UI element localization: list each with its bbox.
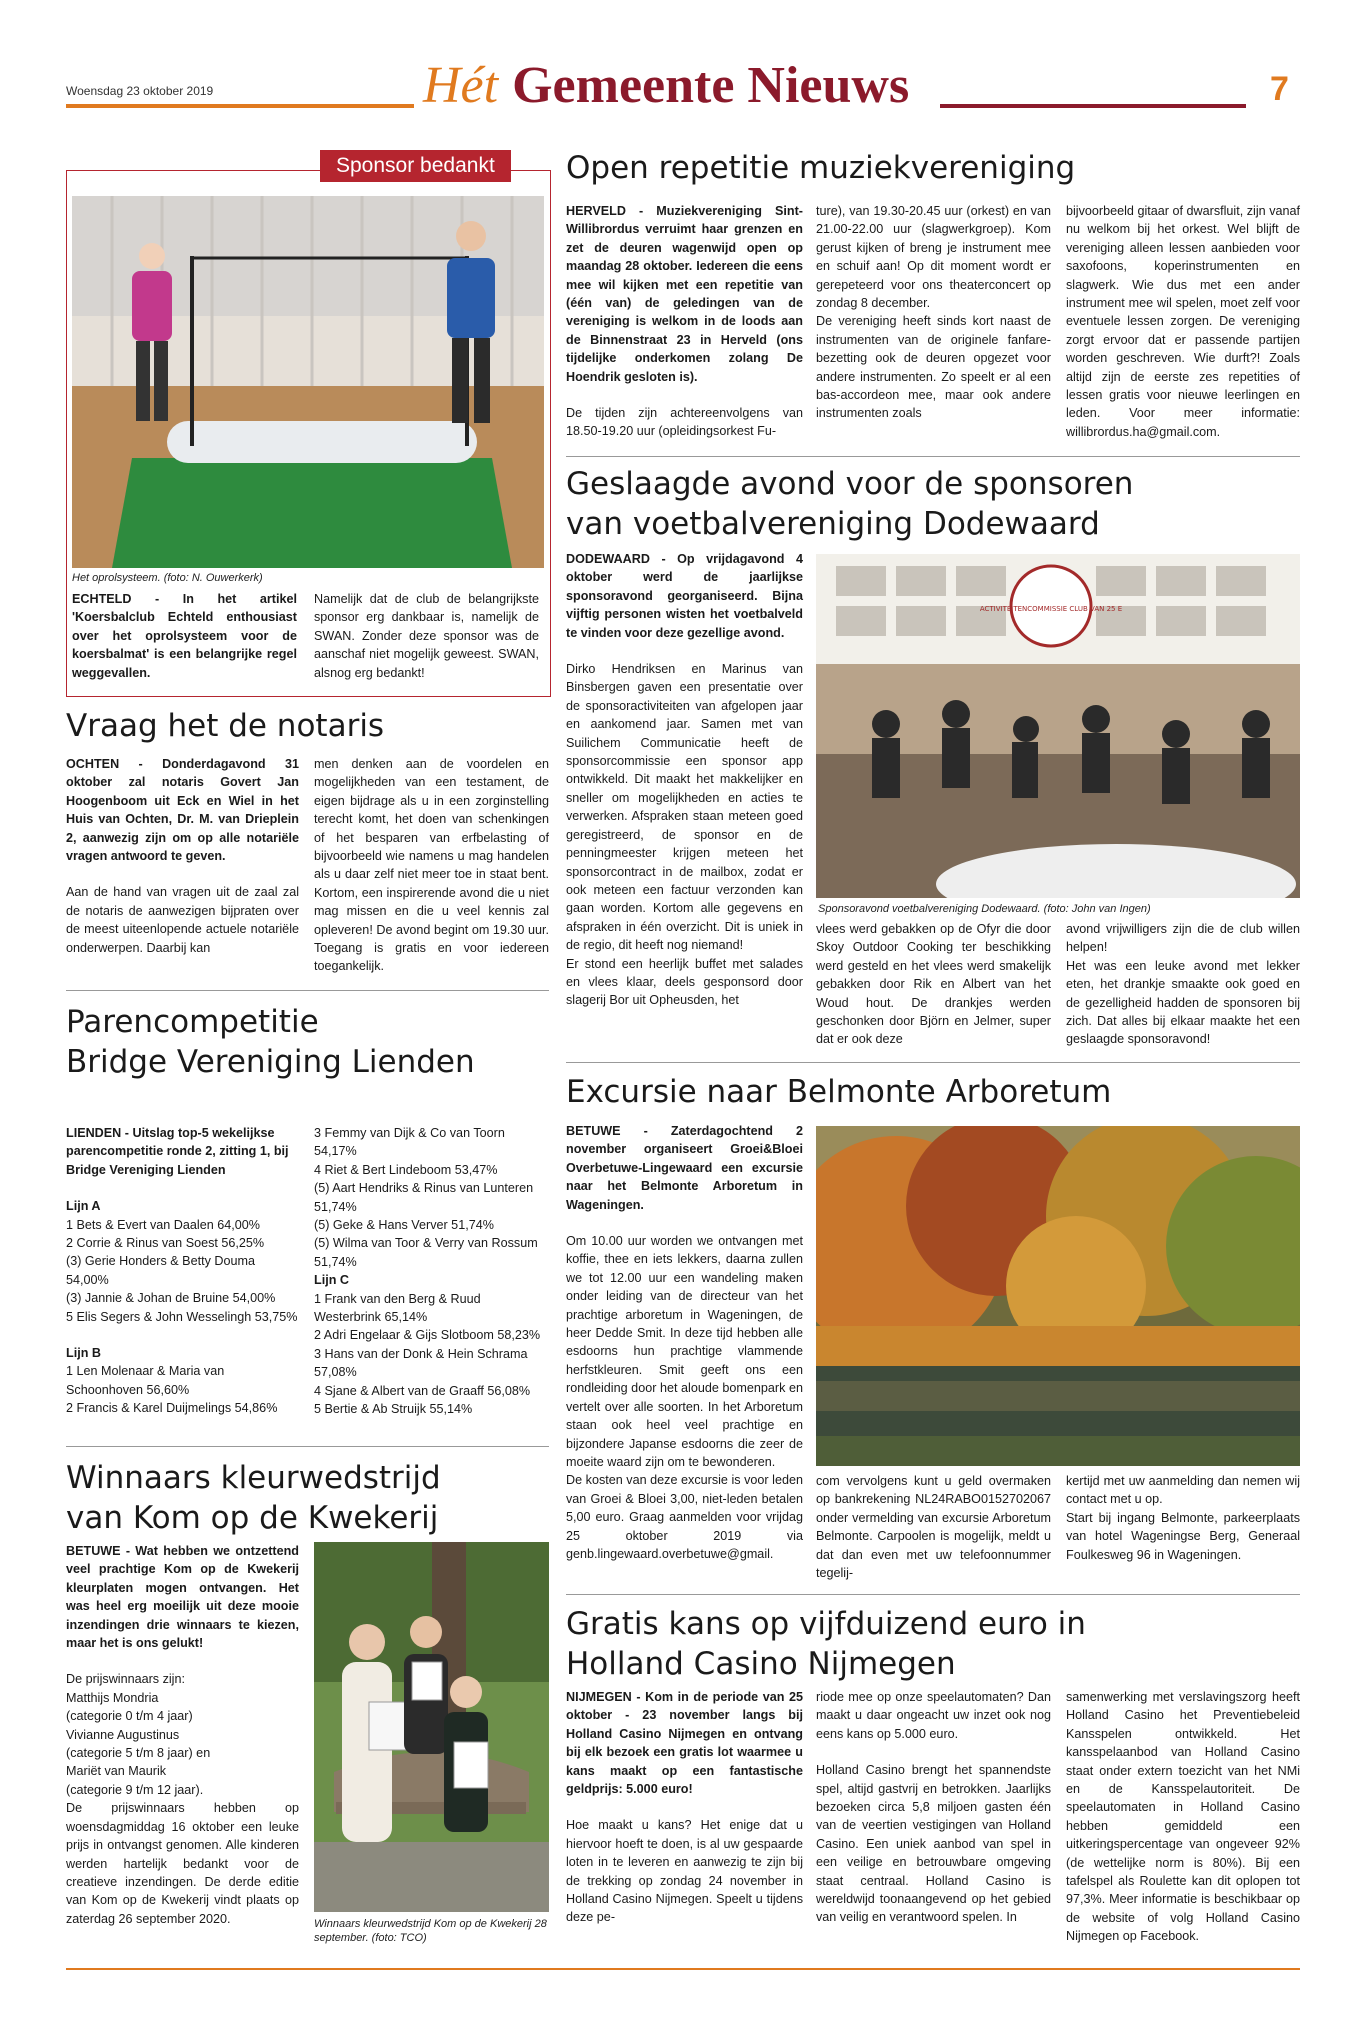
voetbal-lead: DODEWAARD - Op vrijdagavond 4 oktober werd de jaarlijkse sponsoravond georganiseerd. Bijna vijftig personen wisten het voetbalveld te vinden voor deze gezellige avond. bbox=[566, 552, 803, 640]
bridge-result: 1 Bets & Evert van Daalen 64,00% bbox=[66, 1217, 260, 1232]
divider bbox=[66, 990, 549, 991]
kleur-line: Vivianne Augustinus bbox=[66, 1727, 180, 1742]
casino-col3: samenwerking met verslavingszorg heeft Holland Casino het Preventiebeleid Kansspelen ontwikkeld. Het kansspelaanbod van Holland Casino staat onder extern toezicht van het NMi en de Kansspelautoriteit. De speelautomaten in Holland Casino hebben gemiddeld een uitkeringspercentage van ongeveer 92% (de wettelijke norm is 80%). Bij een tafelspel als Roulette kan dit oplopen tot 97,3%. Meer informatie is beschikbaar op de website of volg Holland Casino Nijmegen op Facebook. bbox=[1066, 1690, 1300, 1944]
repetitie-col3: bijvoorbeeld gitaar of dwarsfluit, zijn vanaf nu welkom bij het orkest. Wel blijft de vereniging alleen lessen aanbieden voor saxofoons, koperinstrumenten en slagwerk. Wie dus met een ander instrument mee wil spelen, moet zelf voor eventuele lessen zorgen. De vereniging zorgt ervoor dat er passende partijen worden geschreven. Wie durft?! Zoals altijd zijn de eerste zes repetities of lessen gratis voor nieuwe leerlingen en leden. Voor meer informatie: willibrordus.ha@gmail.com. bbox=[1066, 204, 1300, 439]
kleur-lead: BETUWE - Wat hebben we ontzettend veel prachtige Kom op de Kwekerij kleurplaten mogen ontvangen. Het was heel erg moeilijk uit deze mooie inzendingen drie winnaars te kiezen, maar het is ons gelukt! bbox=[66, 1544, 299, 1651]
kleur-line: (categorie 5 t/m 8 jaar) en bbox=[66, 1746, 211, 1761]
voetbal-title-line1: Geslaagde avond voor de sponsoren bbox=[566, 466, 1134, 502]
bridge-result: (3) Gerie Honders & Betty Douma 54,00% bbox=[66, 1254, 255, 1287]
notaris-col1 bbox=[66, 755, 299, 975]
bridge-title bbox=[66, 1002, 475, 1082]
voetbal-col1 bbox=[566, 550, 803, 1010]
repetitie-lead: HERVELD - Muziekvereniging Sint-Willibrordus verruimt haar grenzen en zet de deuren wagenwijd open op maandag 28 oktober. Iedereen die eens mee wil kijken met een repetitie van (één van) de geledingen van de vereniging is welkom in de loods aan de Binnenstraat 23 in Herveld (ons tijdelijke onderkomen zolang De Hoendrik gesloten is). bbox=[566, 204, 803, 384]
footer-rule bbox=[66, 1968, 1300, 1970]
bridge-result: (5) Geke & Hans Verver 51,74% bbox=[314, 1218, 494, 1233]
sponsor-lead: ECHTELD - In het artikel 'Koersbalclub Echteld enthousiast over het oprolsysteem voor de koersbalmat' is een belangrijke regel weggevallen. bbox=[72, 592, 297, 680]
voetbal-caption: Sponsoravond voetbalvereniging Dodewaard. (foto: John van Ingen) bbox=[818, 903, 1151, 915]
belmonte-col3 bbox=[1066, 1472, 1300, 1564]
bridge-result: 2 Adri Engelaar & Gijs Slotboom 58,23% bbox=[314, 1328, 541, 1343]
kleur-line: (categorie 9 t/m 12 jaar). bbox=[66, 1782, 204, 1797]
kleur-line: Matthijs Mondria bbox=[66, 1690, 159, 1705]
kleur-text: De prijswinnaars hebben op woensdagmiddag 16 oktober een leuke prijs in ontvangst genomen. Alle kinderen werden hartelijk bedankt voor de creatieve inzendingen. De derde editie van Kom op de Kwekerij vindt plaats op zaterdag 26 september 2020. bbox=[66, 1801, 299, 1926]
belmonte-p1: Om 10.00 uur worden we ontvangen met koffie, thee en iets lekkers, daarna zullen we tot 12.00 uur een wandeling maken onder leiding van de directeur van het prachtige arboretum in Wageningen, de heer Dedde Smit. In deze tijd hebben alle esdoorns hun prachtige vlammende herfstkleuren. Smit geeft ons een rondleiding door het aloude bomenpark en vertelt over alle soorten. In het Arboretum staan ook heel veel prachtige en bijzondere Japanse esdoorns die zeer de moeite waard zijn om te bewonderen. bbox=[566, 1234, 803, 1469]
casino-title-line1: Gratis kans op vijfduizend euro in bbox=[566, 1606, 1086, 1642]
bridge-result: (5) Aart Hendriks & Rinus van Lunteren 51,74% bbox=[314, 1181, 534, 1214]
belmonte-col3a: kertijd met uw aanmelding dan nemen wij contact met u op. bbox=[1066, 1474, 1300, 1507]
bridge-title-line2: Bridge Vereniging Lienden bbox=[66, 1044, 475, 1080]
kleur-caption: Winnaars kleurwedstrijd Kom op de Kwekerij 28 september. (foto: TCO) bbox=[314, 1918, 547, 1944]
repetitie-col1 bbox=[566, 202, 803, 459]
bridge-result: (3) Jannie & Johan de Bruine 54,00% bbox=[66, 1291, 276, 1306]
masthead bbox=[423, 56, 909, 115]
casino-col1 bbox=[566, 1688, 803, 1927]
bridge-result: 2 Francis & Karel Duijmelings 54,86% bbox=[66, 1401, 278, 1416]
divider bbox=[566, 1062, 1300, 1063]
voetbal-col2: vlees werd gebakken op de Ofyr die door Skoy Outdoor Cooking ter beschikking werd gesteld en het vlees werd smakelijk gebakken door Rik en Albert van het Woud hout. De drankjes werden geschonken door Björn en Jelmer, super dat er ook deze bbox=[816, 922, 1051, 1047]
voetbal-title bbox=[566, 464, 1133, 544]
kleur-title-line2: van Kom op de Kwekerij bbox=[66, 1500, 439, 1536]
masthead-het: Hét bbox=[423, 57, 499, 114]
issue-date: Woensdag 23 oktober 2019 bbox=[66, 84, 214, 98]
casino-lead: NIJMEGEN - Kom in de periode van 25 oktober - 23 november langs bij Holland Casino Nijmegen en ontvang bij elk bezoek een gratis lot waarmee u kans maakt op een fantastische geldprijs: 5.000 euro! bbox=[566, 1690, 803, 1797]
bridge-result: 4 Sjane & Albert van de Graaff 56,08% bbox=[314, 1383, 531, 1398]
bridge-lijn-a: Lijn A bbox=[66, 1199, 101, 1214]
kleur-line: De prijswinnaars zijn: bbox=[66, 1672, 185, 1687]
notaris-col2: men denken aan de voordelen en mogelijkheden van een testament, de eigen bijdrage als u in een zorginstelling terecht komt, het doen van schenkingen of het besparen van erfbelasting of bijvoorbeeld wie namens u mag handelen als u daar zelf niet meer toe in staat bent. Kortom, een inspirerende avond die u niet mag missen en die u veel kennis zal opleveren! De avond begint om 19.30 uur. Toegang is gratis en voor iedereen toegankelijk. bbox=[314, 757, 549, 974]
divider bbox=[66, 1446, 549, 1447]
bridge-result: 3 Femmy van Dijk & Co van Toorn 54,17% bbox=[314, 1126, 505, 1159]
belmonte-col3b: Start bij ingang Belmonte, parkeerplaats van hotel Wageningse Berg, Generaal Foulkesweg 96 in Wageningen. bbox=[1066, 1510, 1300, 1562]
bridge-result: (5) Wilma van Toor & Verry van Rossum 51,74% bbox=[314, 1236, 538, 1269]
casino-col2a: riode mee op onze speelautomaten? Dan maakt u daar ongeacht uw inzet ook nog eens kans op 5.000 euro. bbox=[816, 1690, 1051, 1741]
casino-title-line2: Holland Casino Nijmegen bbox=[566, 1646, 956, 1682]
belmonte-title: Excursie naar Belmonte Arboretum bbox=[566, 1074, 1112, 1110]
voetbal-p1: Dirko Hendriksen en Marinus van Binsbergen gaven een presentatie over de sponsoractiviteiten van afgelopen jaar en aankomend jaar. Samen met van Suilichem Communicatie heeft de sponsorcommissie een sponsor app ontwikkeld. Dit maakt het makkelijker en sneller om mogelijkheden en acties te verwerken. Afspraken staan meteen goed geregistreerd, de sponsor en de penningmeester krijgen meteen het sponsorcontract in de mailbox, zodat er ook meteen een factuur verzonden kan gaan worden. Kortom alle gegevens en afspraken in één overzicht. Dit is uniek in de regio, dit heeft nog niemand! bbox=[566, 662, 803, 953]
sponsor-photo bbox=[72, 196, 544, 568]
casino-p1: Hoe maakt u kans? Het enige dat u hiervoor hoeft te doen, is al uw gespaarde loten in te leveren en aanwezig te zijn bij de trekking op zondag 24 november in Holland Casino Nijmegen. Speelt u tijdens deze pe- bbox=[566, 1818, 803, 1925]
voetbal-col3b: Het was een leuke avond met lekker eten, het drankje smaakte ook goed en de gezelligheid hadden de sponsoren bij zich. Dat alles bij elkaar maakte het een geslaagde sponsoravond! bbox=[1066, 958, 1300, 1047]
kleur-col1 bbox=[66, 1542, 299, 1928]
casino-col2 bbox=[816, 1688, 1051, 1927]
header-rule-right bbox=[940, 104, 1246, 108]
kleur-photo bbox=[314, 1542, 549, 1912]
notaris-p2: Aan de hand van vragen uit de zaal zal de notaris de aanwezigen bijpraten over de meest uiteenlopende actuele notariële onderwerpen. Daarbij kan bbox=[66, 885, 299, 955]
bridge-result: 2 Corrie & Rinus van Soest 56,25% bbox=[66, 1236, 265, 1251]
repetitie-title: Open repetitie muziekvereniging bbox=[566, 150, 1076, 186]
bridge-result: 3 Hans van der Donk & Hein Schrama 57,08% bbox=[314, 1346, 528, 1380]
repetitie-col2a: ture), van 19.30-20.45 uur (orkest) en van 21.00-22.00 uur (slagwerkgroep). Kom gerust kijken of breng je instrument mee en schuif aan! Op dit moment wordt er gerepeteerd voor ons theaterconcert op zondag 8 december. bbox=[816, 204, 1051, 311]
bridge-result: 5 Bertie & Ab Struijk 55,14% bbox=[314, 1402, 473, 1417]
bridge-result: 1 Len Molenaar & Maria van Schoonhoven 56,60% bbox=[66, 1364, 225, 1397]
voetbal-photo bbox=[816, 554, 1300, 898]
voetbal-p2: Er stond een heerlijk buffet met salades en vlees klaar, deels gesponsord door slagerij Bor uit Opheusden, het bbox=[566, 956, 803, 1008]
repetitie-p1: De tijden zijn achtereenvolgens van 18.50-19.20 uur (opleidingsorkest Fu- bbox=[566, 406, 803, 439]
page-number: 7 bbox=[1270, 70, 1289, 108]
voetbal-col3 bbox=[1066, 920, 1300, 1049]
notaris-lead: OCHTEN - Donderdagavond 31 oktober zal notaris Govert Jan Hoogenboom uit Eck en Wiel in het Huis van Ochten, Dr. M. van Drieplein 2, aanwezig zijn om op alle notariële vragen antwoord te geven. bbox=[66, 757, 299, 864]
bridge-lead: LIENDEN - Uitslag top-5 wekelijkse parencompetitie ronde 2, zitting 1, bij Bridge Vereniging Lienden bbox=[66, 1126, 289, 1177]
sponsor-tag: Sponsor bedankt bbox=[320, 150, 511, 182]
sponsor-caption: Het oprolsysteem. (foto: N. Ouwerkerk) bbox=[72, 572, 263, 584]
repetitie-col2b: De vereniging heeft sinds kort naast de instrumenten van de originele fanfare-bezetting ook de deuren opgezet voor andere instrumenten. Zo speelt er al een bas-accordeon mee, maar ook andere instrumenten zoals bbox=[816, 314, 1051, 421]
belmonte-p2: De kosten van deze excursie is voor leden van Groei & Bloei 3,00, niet-leden betalen 5,00 euro. Graag aanmelden voor vrijdag 25 oktober 2019 via genb.lingewaard.overbetuwe@gmail. bbox=[566, 1473, 803, 1561]
repetitie-col2 bbox=[816, 202, 1051, 423]
belmonte-lead: BETUWE - Zaterdagochtend 2 november organiseert Groei&Bloei Overbetuwe-Lingewaard een excursie naar het Belmonte Arboretum in Wageningen. bbox=[566, 1124, 803, 1212]
voetbal-title-line2: van voetbalvereniging Dodewaard bbox=[566, 506, 1100, 542]
bridge-col1 bbox=[66, 1124, 299, 1418]
header-rule-left bbox=[66, 104, 414, 108]
masthead-title: Gemeente Nieuws bbox=[512, 57, 910, 114]
bridge-col2 bbox=[314, 1124, 549, 1419]
sponsor-text: Namelijk dat de club de belangrijkste sponsor erg dankbaar is, namelijk de SWAN. Zonder deze sponsor was de aanschaf niet mogelijk geweest. SWAN, alsnog erg bedankt! bbox=[314, 592, 539, 680]
club-sign: ACTIVITEITENCOMMISSIE CLUB VAN 25 E bbox=[979, 605, 1123, 613]
belmonte-col2: com vervolgens kunt u geld overmaken op bankrekening NL24RABO0152702067 onder vermelding van excursie Arboretum Belmonte. Carpoolen is mogelijk, meldt u dat dan even met uw telefoonnummer tegelij- bbox=[816, 1474, 1051, 1581]
bridge-result: 1 Frank van den Berg & Ruud Westerbrink 65,14% bbox=[314, 1291, 481, 1325]
bridge-lijn-c: Lijn C bbox=[314, 1273, 349, 1288]
kleur-line: (categorie 0 t/m 4 jaar) bbox=[66, 1709, 193, 1724]
kleur-title-line1: Winnaars kleurwedstrijd bbox=[66, 1460, 441, 1496]
kleur-line: Mariët van Maurik bbox=[66, 1764, 167, 1779]
casino-col2b: Holland Casino brengt het spannendste spel, altijd gastvrij en betrokken. Jaarlijks bezoeken circa 5,8 miljoen gasten één van de veertien vestigingen van Holland Casino. Een uniek aanbod van spel in een veilige en betrouwbare omgeving staat centraal. Holland Casino is wereldwijd toonaangevend op het gebied van veilig en verantwoord spelen. In bbox=[816, 1763, 1051, 1925]
kleur-title bbox=[66, 1458, 441, 1538]
divider bbox=[566, 456, 1300, 457]
belmonte-col1 bbox=[566, 1122, 803, 1563]
notaris-title: Vraag het de notaris bbox=[66, 708, 385, 744]
divider bbox=[566, 1594, 1300, 1595]
belmonte-photo bbox=[816, 1126, 1300, 1466]
casino-title bbox=[566, 1604, 1086, 1684]
bridge-lijn-b: Lijn B bbox=[66, 1346, 101, 1361]
voetbal-col3a: avond vrijwilligers zijn die de club willen helpen! bbox=[1066, 922, 1300, 955]
bridge-result: 5 Elis Segers & John Wesselingh 53,75% bbox=[66, 1309, 298, 1324]
bridge-title-line1: Parencompetitie bbox=[66, 1004, 319, 1040]
bridge-result: 4 Riet & Bert Lindeboom 53,47% bbox=[314, 1162, 498, 1177]
